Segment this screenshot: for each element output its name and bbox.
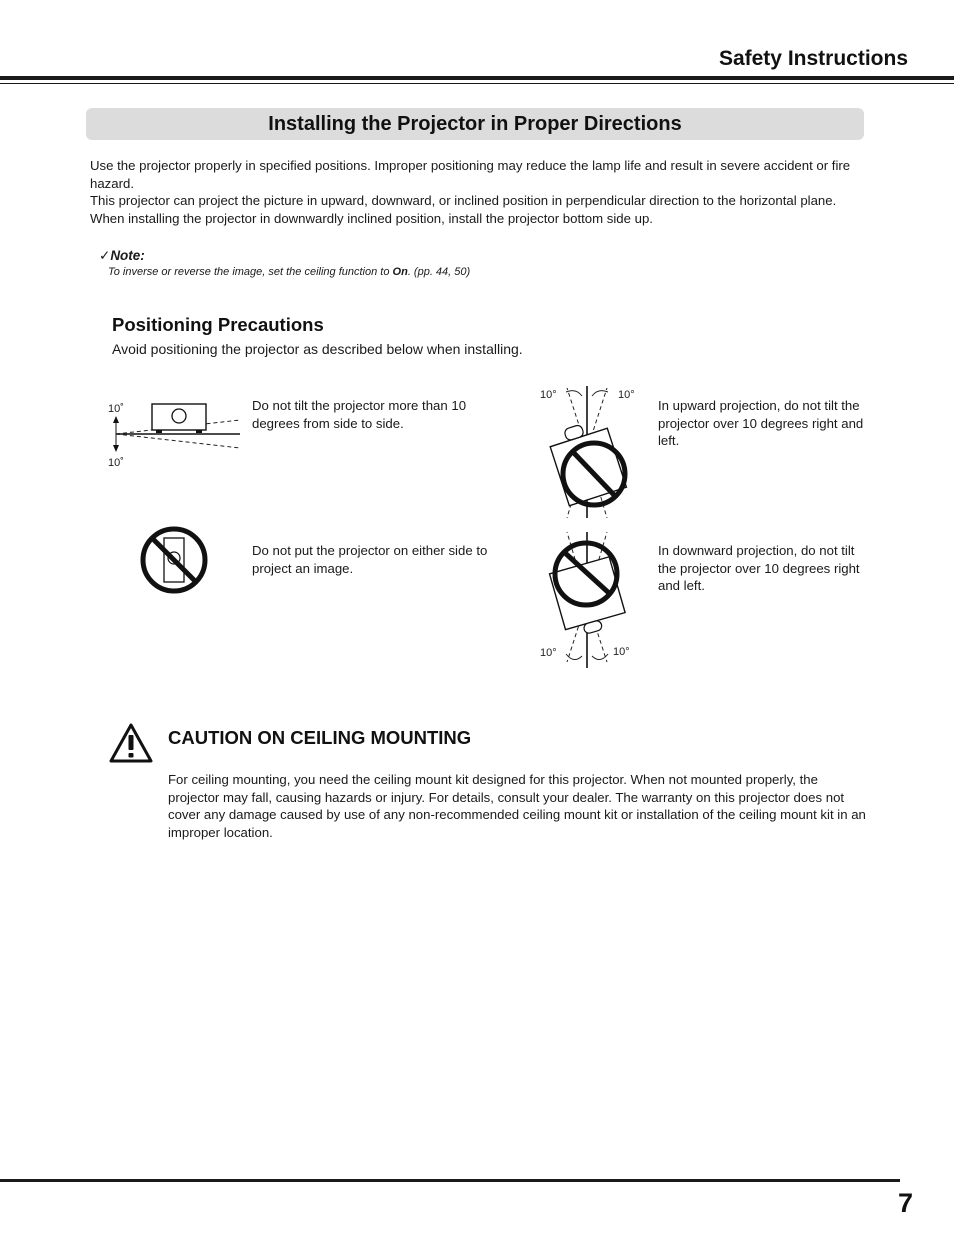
upward-projection-diagram [538,384,638,520]
angle-label-bottom: 10˚ [108,457,124,469]
intro-paragraph-1: Use the projector properly in specified positions. Improper positioning may reduce the lamp life and result in severe accident or fire hazard. [90,158,851,191]
caution-text: For ceiling mounting, you need the ceiling mount kit designed for this projector. When not mounted properly, the projector may fall, causing hazards or injury. For details, consult your dealer. The warranty on this projector does not cover any damage caused by use of any non-recommended ceiling mount kit or installation of the ceiling mount kit in an improper location. [168,772,866,840]
downward-projection-diagram [538,530,638,670]
warning-triangle-icon [108,722,154,764]
positioning-title: Positioning Precautions [112,314,324,335]
header-rule-thin [0,83,954,84]
note-label: Note: [110,248,145,263]
angle-label-left: 10° [540,647,557,659]
positioning-description: Avoid positioning the projector as described below when installing. [112,341,523,357]
angle-label-top: 10˚ [108,403,124,415]
upward-projection-text: In upward projection, do not tilt the projector over 10 degrees right and left. [658,398,864,448]
header-title: Safety Instructions [718,47,908,70]
section-title-bar [86,108,864,140]
section-title: Installing the Projector in Proper Directions [268,112,682,135]
checkmark-icon: ✓ [99,248,111,263]
note-text: To inverse or reverse the image, set the ceiling function to On. (pp. 44, 50) [108,266,471,278]
page-number: 7 [898,1188,914,1218]
note-bold-value: On [392,266,408,278]
angle-label-left: 10° [540,389,557,401]
side-tilt-diagram [104,396,246,472]
on-side-prohibited-diagram [138,524,210,596]
side-tilt-text: Do not tilt the projector more than 10 degrees from side to side. [252,398,467,431]
intro-text [90,157,870,227]
note-heading [99,248,145,264]
angle-label-right: 10° [618,389,635,401]
footer-rule [0,1179,900,1182]
caution-title: CAUTION ON CEILING MOUNTING [168,727,472,748]
angle-label-right: 10° [613,646,630,658]
on-side-text: Do not put the projector on either side to project an image. [252,543,488,576]
intro-paragraph-2: This projector can project the picture in upward, downward, or inclined position in perpendicular direction to the horizontal plane. When installing the projector in downwardly inclined position, install the projector bottom side up. [90,193,837,226]
downward-projection-text: In downward projection, do not tilt the projector over 10 degrees right and left. [658,543,860,593]
header-rule-thick [0,76,954,80]
